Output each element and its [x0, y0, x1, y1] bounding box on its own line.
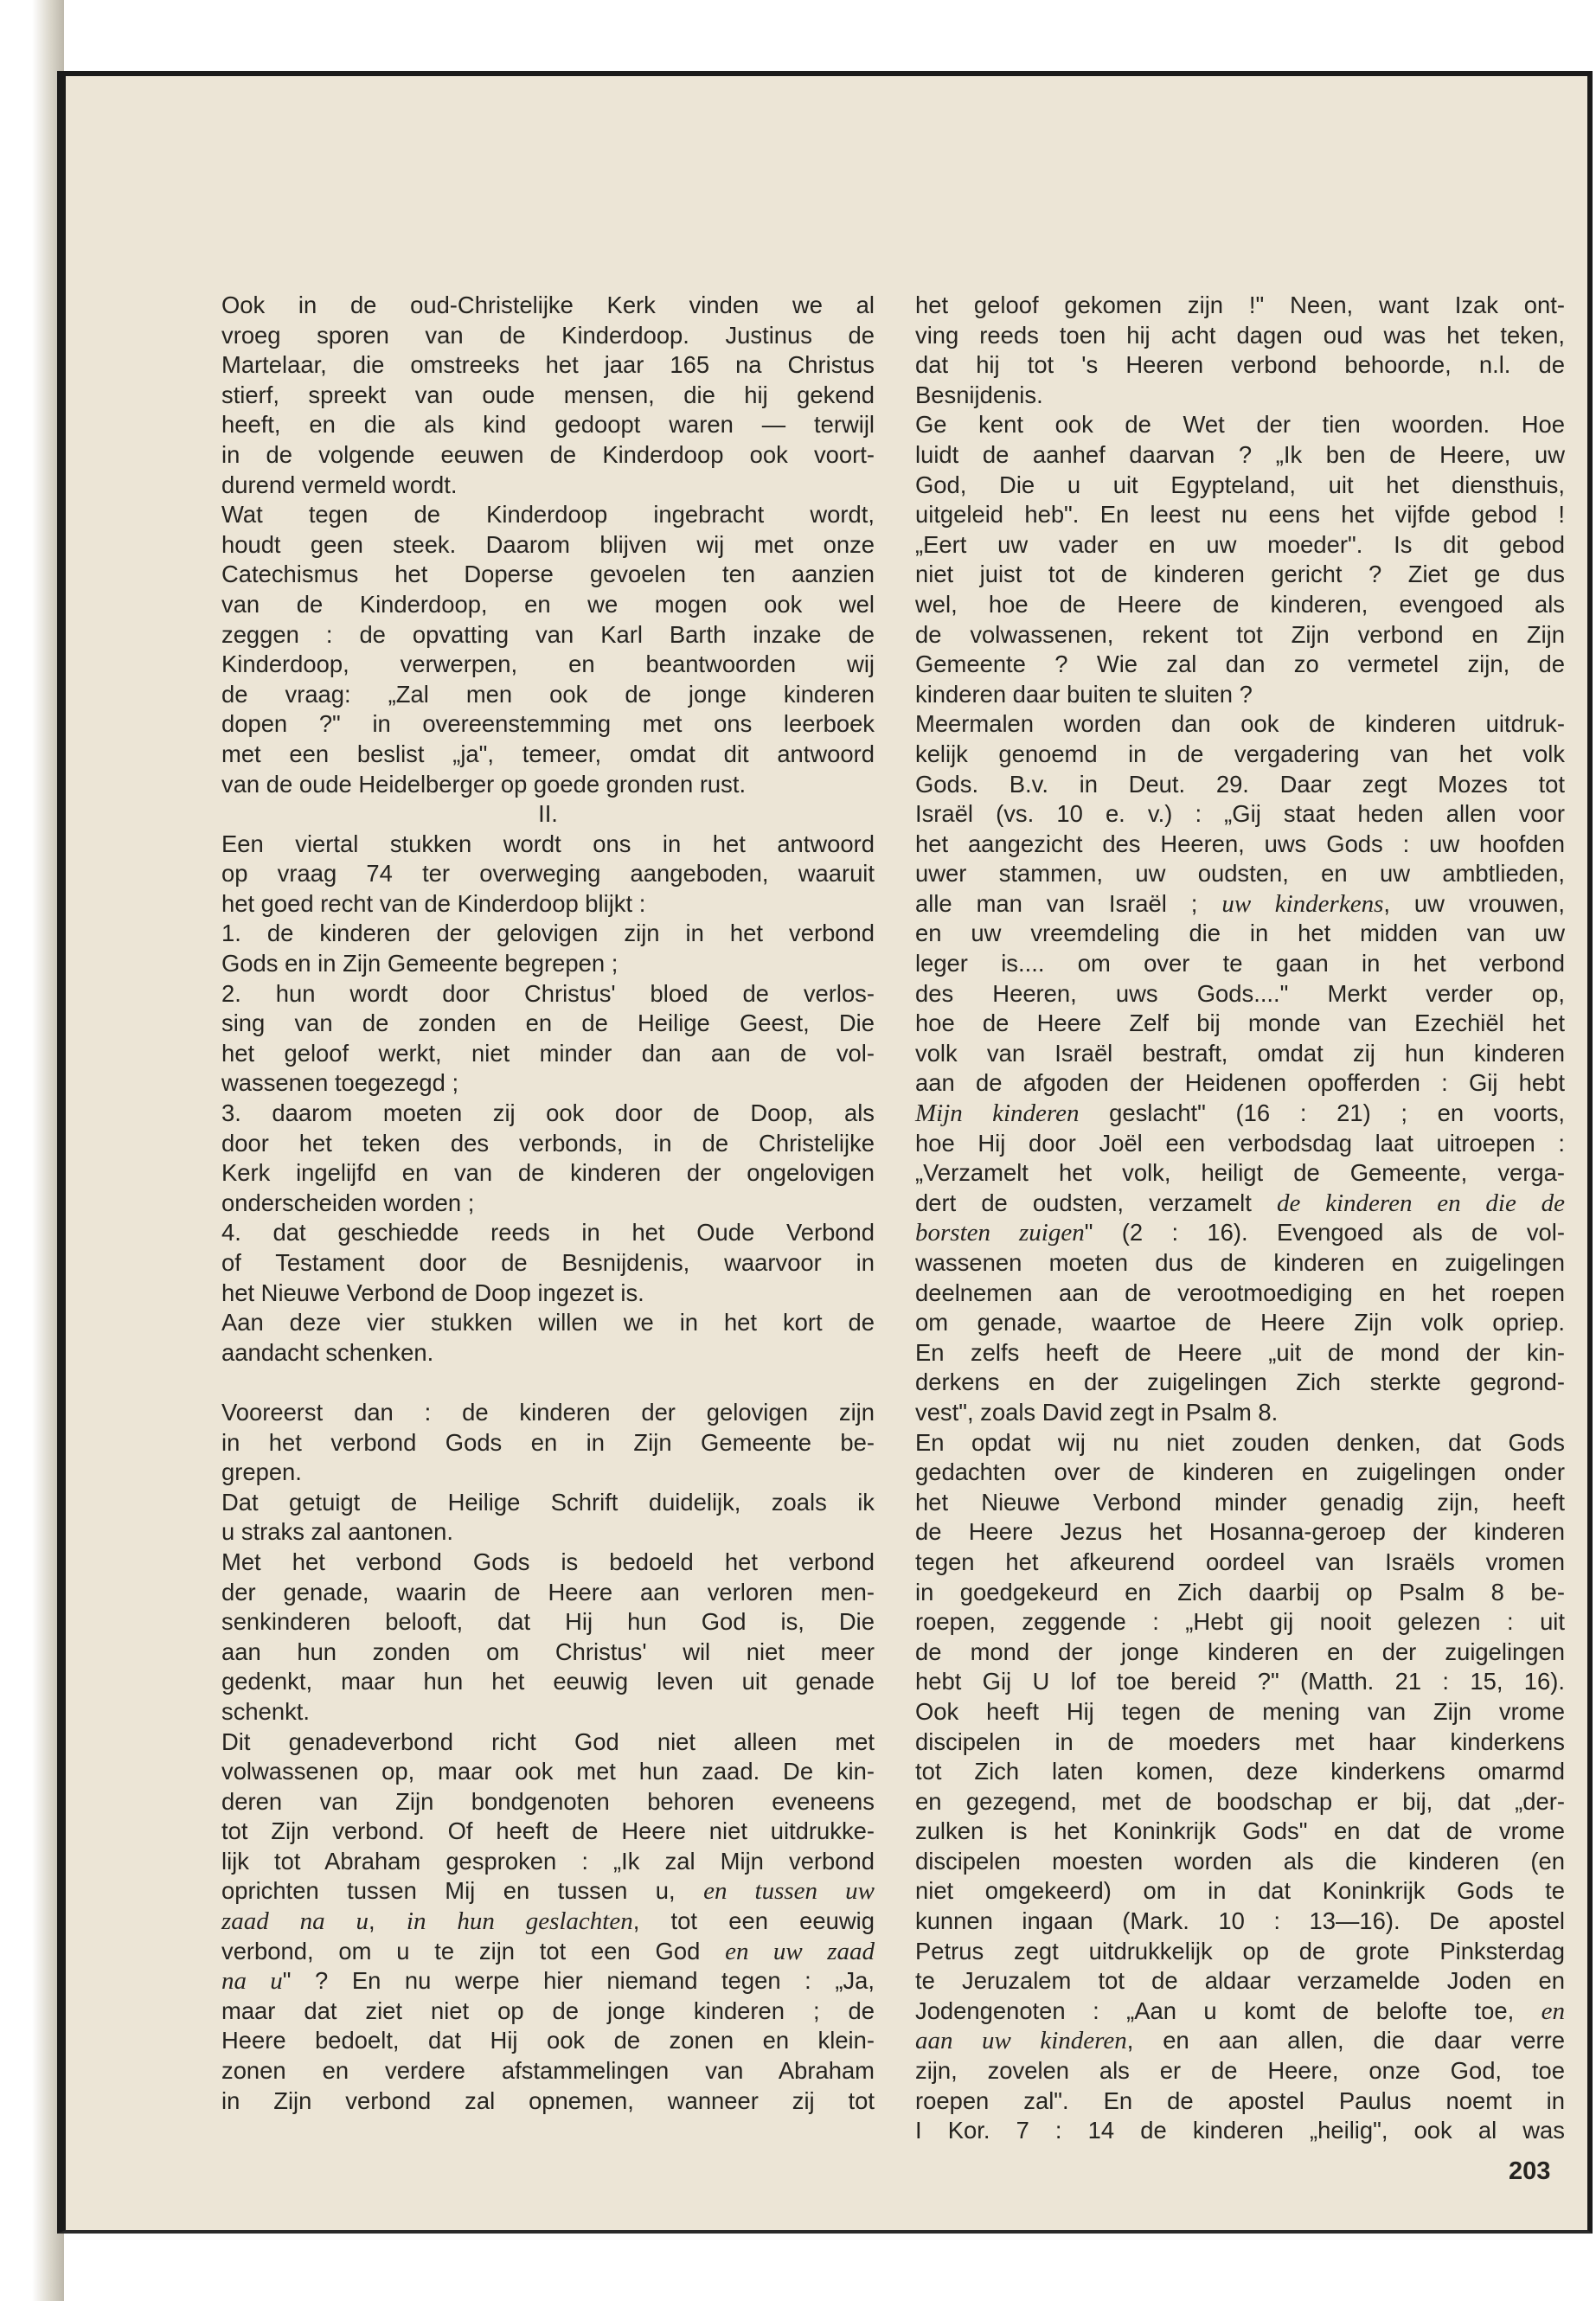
text-line: hebt Gij U lof toe bereid ?" (Matth. 21 : 15, 16). — [915, 1668, 1565, 1695]
text-line: Ge kent ook de Wet der tien woorden. Hoe — [915, 411, 1565, 439]
text-line: op vraag 74 ter overweging aangeboden, waaruit — [221, 860, 875, 888]
text-line: „Verzamelt het volk, heiligt de Gemeente, verga- — [915, 1159, 1565, 1187]
text-line: deren van Zijn bondgenoten behoren eveneens — [221, 1787, 875, 1815]
text-line: Gods en in Zijn Gemeente begrepen ; — [221, 950, 619, 977]
text-line: de Heere Jezus het Hosanna-geroep der kinderen — [915, 1518, 1565, 1546]
text-line: durend vermeld wordt. — [221, 471, 458, 498]
text-line: Een viertal stukken wordt ons in het antwoord — [221, 830, 875, 857]
text-line: in het verbond Gods en in Zijn Gemeente be- — [221, 1428, 875, 1456]
text-line: van de oude Heidelberger op goede gronden rust. — [221, 770, 747, 798]
text-line: om genade, waartoe de Heere Zijn volk opriep. — [915, 1309, 1565, 1336]
text-line: Ook in de oud-Christelijke Kerk vinden we al — [221, 292, 875, 318]
text-line: oprichten tussen Mij en tussen u, en tussen uw — [221, 1877, 875, 1906]
text-line: van de Kinderdoop, en we mogen ook wel — [221, 590, 875, 618]
text-line: kunnen ingaan (Mark. 10 : 13—16). De apostel — [915, 1907, 1565, 1935]
text-line: En zelfs heeft de Heere „uit de mond der kin- — [915, 1338, 1565, 1366]
text-line: alle man van Israël ; uw kinderkens, uw vrouwen, — [915, 889, 1565, 918]
text-line: de vraag: „Zal men ook de jonge kinderen — [221, 680, 875, 708]
text-line: in de volgende eeuwen de Kinderdoop ook voort- — [221, 440, 875, 468]
text-line: Catechismus het Doperse gevoelen ten aanzien — [221, 561, 875, 588]
text-line: het Nieuwe Verbond minder genadig zijn, heeft — [915, 1488, 1565, 1516]
text-line: zaad na u, in hun geslachten, tot een eeuwig — [221, 1907, 875, 1936]
text-line: Heere bedoelt, dat Hij ook de zonen en klein- — [221, 2027, 875, 2054]
text-line: luidt de aanhef daarvan ? „Ik ben de Heere, uw — [915, 440, 1565, 468]
text-line: het Nieuwe Verbond de Doop ingezet is. — [221, 1279, 644, 1306]
text-line: aan de afgoden der Heidenen opofferden : Gij hebt — [915, 1069, 1565, 1097]
text-line: wassenen moeten dus de kinderen en zuigelingen — [915, 1249, 1565, 1276]
right-text-column — [915, 291, 1565, 2146]
text-line: maar dat ziet niet op de jonge kinderen ; de — [221, 1997, 875, 2024]
text-line: volwassenen op, maar ook met hun zaad. De kin- — [221, 1758, 875, 1785]
text-line: Martelaar, die omstreeks het jaar 165 na Christus — [221, 351, 875, 379]
text-line: Wat tegen de Kinderdoop ingebracht wordt, — [221, 501, 875, 529]
text-line: hoe de Heere Zelf bij monde van Ezechiël het — [915, 1009, 1565, 1037]
text-line: in goedgekeurd en Zich daarbij op Psalm 8 be- — [915, 1578, 1565, 1606]
text-line: ving reeds toen hij acht dagen oud was het teken, — [915, 321, 1565, 349]
text-line: wassenen toegezegd ; — [221, 1069, 459, 1097]
text-line: Kinderdoop, verwerpen, en beantwoorden wij — [221, 651, 875, 678]
text-line: zeggen : de opvatting van Karl Barth inzake de — [221, 620, 875, 648]
text-line: Aan deze vier stukken willen we in het kort de — [221, 1309, 875, 1336]
scan-edge-left — [0, 0, 64, 2301]
text-line: Petrus zegt uitdrukkelijk op de grote Pinksterdag — [915, 1937, 1565, 1965]
text-line: I Kor. 7 : 14 de kinderen „heilig", ook al was — [915, 2117, 1565, 2144]
text-line: zonen en verdere afstammelingen van Abraham — [221, 2057, 875, 2085]
text-line: God, Die u uit Egypteland, uit het diensthuis, — [915, 471, 1565, 498]
text-line: tegen het afkeurend oordeel van Israëls vromen — [915, 1548, 1565, 1575]
text-line: wel, hoe de Heere de kinderen, evengoed als — [915, 590, 1565, 618]
text-line: 2. hun wordt door Christus' bloed de verlos- — [221, 979, 875, 1007]
text-line: het goed recht van de Kinderdoop blijkt : — [221, 889, 646, 917]
text-line: onderscheiden worden ; — [221, 1189, 475, 1216]
page-number: 203 — [1509, 2157, 1551, 2185]
text-line: te Jeruzalem tot de aldaar verzamelde Joden en — [915, 1967, 1565, 1995]
text-line: dert de oudsten, verzamelt de kinderen en die de — [915, 1189, 1565, 1217]
text-line: lijk tot Abraham gesproken : „Ik zal Mijn verbond — [221, 1847, 875, 1875]
text-line: gedachten over de kinderen en zuigelingen onder — [915, 1458, 1565, 1486]
book-page — [57, 71, 1593, 2234]
text-line: roepen zal". En de apostel Paulus noemt in — [915, 2086, 1565, 2114]
text-line: vroeg sporen van de Kinderdoop. Justinus de — [221, 321, 875, 349]
text-line: kinderen daar buiten te sluiten ? — [915, 680, 1253, 708]
text-line: der genade, waarin de Heere aan verloren men- — [221, 1578, 875, 1606]
text-line: niet omgekeerd) om in dat Koninkrijk Gods te — [915, 1877, 1565, 1905]
text-line: discipelen in de moeders met haar kinderkens — [915, 1727, 1565, 1755]
text-line: roepen, zeggende : „Hebt gij nooit gelezen : uit — [915, 1608, 1565, 1636]
text-line: deelnemen aan de verootmoediging en het roepen — [915, 1279, 1565, 1306]
text-line: uwer stammen, uw oudsten, en uw ambtlieden, — [915, 860, 1565, 888]
text-line: u straks zal aantonen. — [221, 1518, 453, 1546]
text-line: Dit genadeverbond richt God niet alleen met — [221, 1727, 875, 1755]
text-line: niet juist tot de kinderen gericht ? Ziet ge dus — [915, 561, 1565, 588]
text-line: heeft, en die als kind gedoopt waren — terwijl — [221, 411, 875, 439]
text-line: en gezegend, met de boodschap er bij, dat „der- — [915, 1787, 1565, 1815]
text-line: na u" ? En nu werpe hier niemand tegen : „Ja, — [221, 1967, 875, 1996]
text-line: dat hij tot 's Heeren verbond behoorde, n.l. de — [915, 351, 1565, 379]
text-line: sing van de zonden en de Heilige Geest, Die — [221, 1009, 875, 1037]
text-line: gedenkt, maar hun het eeuwig leven uit genade — [221, 1668, 875, 1695]
text-line: het geloof gekomen zijn !" Neen, want Izak ont- — [915, 292, 1565, 318]
text-line: 4. dat geschiedde reeds in het Oude Verbond — [221, 1219, 875, 1247]
text-line: senkinderen belooft, dat Hij hun God is, Die — [221, 1608, 875, 1636]
text-line: de mond der jonge kinderen en der zuigelingen — [915, 1638, 1565, 1665]
text-line: „Eert uw vader en uw moeder". Is dit gebod — [915, 530, 1565, 558]
text-line: door het teken des verbonds, in de Christelijke — [221, 1129, 875, 1157]
text-line: grepen. — [221, 1458, 302, 1486]
text-line: met een beslist „ja", temeer, omdat dit antwoord — [221, 740, 875, 767]
text-line: leger is.... om over te gaan in het verbond — [915, 950, 1565, 977]
text-line: volk van Israël bestraft, omdat zij hun kinderen — [915, 1039, 1565, 1067]
text-line: Dat getuigt de Heilige Schrift duidelijk, zoals ik — [221, 1488, 875, 1516]
text-line: schenkt. — [221, 1697, 311, 1725]
text-line: zijn, zovelen als er de Heere, onze God, toe — [915, 2057, 1565, 2085]
text-line: Met het verbond Gods is bedoeld het verbond — [221, 1548, 875, 1575]
text-line: Gods. B.v. in Deut. 29. Daar zegt Mozes tot — [915, 770, 1565, 798]
text-line: des Heeren, uws Gods...." Merkt verder op, — [915, 979, 1565, 1007]
text-line: aandacht schenken. — [221, 1338, 434, 1366]
text-line: tot Zijn verbond. Of heeft de Heere niet uitdrukke- — [221, 1817, 875, 1845]
left-text-column — [221, 291, 875, 2116]
text-line: derkens en der zuigelingen Zich sterkte gegrond- — [915, 1368, 1565, 1396]
text-line: Meermalen worden dan ook de kinderen uitdruk- — [915, 710, 1565, 738]
text-line: borsten zuigen" (2 : 16). Evengoed als de vol- — [915, 1219, 1565, 1247]
text-line: Ook heeft Hij tegen de mening van Zijn vrome — [915, 1697, 1565, 1725]
text-line: in Zijn verbond zal opnemen, wanneer zij tot — [221, 2086, 875, 2114]
text-line: discipelen moesten worden als die kinderen (en — [915, 1847, 1565, 1875]
text-line: of Testament door de Besnijdenis, waarvoor in — [221, 1249, 875, 1276]
text-line: Israël (vs. 10 e. v.) : „Gij staat heden allen voor — [915, 800, 1565, 828]
text-line: en uw vreemdeling die in het midden van uw — [915, 920, 1565, 947]
text-line: 3. daarom moeten zij ook door de Doop, als — [221, 1099, 875, 1127]
text-line: zulken is het Koninkrijk Gods" en dat de vrome — [915, 1817, 1565, 1845]
text-line: het aangezicht des Heeren, uws Gods : uw hoofden — [915, 830, 1565, 857]
text-line: stierf, spreekt van oude mensen, die hij gekend — [221, 381, 875, 408]
text-line: het geloof werkt, niet minder dan aan de vol- — [221, 1039, 875, 1067]
text-line: Kerk ingelijfd en van de kinderen der ongelovigen — [221, 1159, 875, 1187]
text-line: kelijk genoemd in de vergadering van het volk — [915, 740, 1565, 767]
section-heading: II. — [538, 800, 558, 828]
text-line: dopen ?" in overeenstemming met ons leerboek — [221, 710, 875, 738]
text-line: Jodengenoten : „Aan u komt de belofte toe, en — [915, 1997, 1565, 2025]
text-line: 1. de kinderen der gelovigen zijn in het verbond — [221, 920, 875, 947]
text-line: Besnijdenis. — [915, 381, 1043, 408]
text-line: Gemeente ? Wie zal dan zo vermetel zijn, de — [915, 651, 1565, 678]
text-line: hoe Hij door Joël een verbodsdag laat uitroepen : — [915, 1129, 1565, 1157]
text-line: Mijn kinderen geslacht" (16 : 21) ; en voorts, — [915, 1099, 1565, 1128]
text-line: tot Zich laten komen, deze kinderkens omarmd — [915, 1758, 1565, 1785]
text-line: aan uw kinderen, en aan allen, die daar verre — [915, 2027, 1565, 2055]
text-line: uitgeleid heb". En leest nu eens het vijfde gebod ! — [915, 501, 1565, 529]
text-line: de volwassenen, rekent tot Zijn verbond en Zijn — [915, 620, 1565, 648]
text-line: verbond, om u te zijn tot een God en uw zaad — [221, 1937, 875, 1965]
text-line: Vooreerst dan : de kinderen der gelovigen zijn — [221, 1398, 875, 1426]
text-line: vest", zoals David zegt in Psalm 8. — [915, 1398, 1279, 1426]
text-line: houdt geen steek. Daarom blijven wij met onze — [221, 530, 875, 558]
text-line: aan hun zonden om Christus' wil niet meer — [221, 1638, 875, 1665]
text-line — [221, 1368, 875, 1398]
text-line: En opdat wij nu niet zouden denken, dat Gods — [915, 1428, 1565, 1456]
